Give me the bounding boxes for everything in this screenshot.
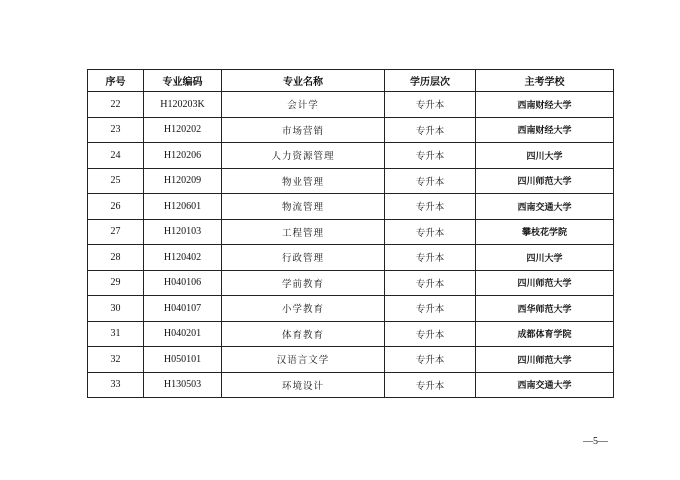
- cell-program-name: 会计学: [222, 92, 385, 118]
- cell-serial-number: 24: [88, 143, 144, 169]
- cell-program-code: H040107: [144, 296, 222, 322]
- cell-program-name: 环境设计: [222, 372, 385, 398]
- table-row: [88, 92, 614, 118]
- cell-examining-school: 四川大学: [476, 245, 614, 271]
- cell-serial-number: 26: [88, 194, 144, 220]
- cell-program-name: 汉语言文学: [222, 347, 385, 373]
- cell-program-code: H120402: [144, 245, 222, 271]
- cell-education-level: 专升本: [385, 194, 476, 220]
- cell-program-code: H120202: [144, 117, 222, 143]
- cell-examining-school: 西南交通大学: [476, 194, 614, 220]
- cell-examining-school: 四川师范大学: [476, 168, 614, 194]
- cell-program-name: 学前教育: [222, 270, 385, 296]
- cell-program-name: 物业管理: [222, 168, 385, 194]
- cell-program-code: H120206: [144, 143, 222, 169]
- table-row: [88, 219, 614, 245]
- cell-program-name: 小学教育: [222, 296, 385, 322]
- cell-education-level: 专升本: [385, 219, 476, 245]
- cell-education-level: 专升本: [385, 296, 476, 322]
- cell-examining-school: 西南财经大学: [476, 92, 614, 118]
- cell-examining-school: 四川师范大学: [476, 270, 614, 296]
- cell-program-name: 物流管理: [222, 194, 385, 220]
- cell-program-code: H120203K: [144, 92, 222, 118]
- cell-program-code: H130503: [144, 372, 222, 398]
- cell-examining-school: 四川师范大学: [476, 347, 614, 373]
- cell-program-name: 工程管理: [222, 219, 385, 245]
- cell-program-name: 人力资源管理: [222, 143, 385, 169]
- header-program-code: 专业编码: [144, 70, 222, 92]
- cell-education-level: 专升本: [385, 321, 476, 347]
- cell-serial-number: 27: [88, 219, 144, 245]
- cell-examining-school: 四川大学: [476, 143, 614, 169]
- cell-education-level: 专升本: [385, 143, 476, 169]
- cell-education-level: 专升本: [385, 245, 476, 271]
- cell-education-level: 专升本: [385, 92, 476, 118]
- table-header-row: [88, 70, 614, 92]
- cell-program-name: 市场营销: [222, 117, 385, 143]
- table-row: [88, 245, 614, 271]
- cell-examining-school: 成都体育学院: [476, 321, 614, 347]
- cell-serial-number: 31: [88, 321, 144, 347]
- cell-serial-number: 33: [88, 372, 144, 398]
- cell-program-code: H120209: [144, 168, 222, 194]
- cell-serial-number: 22: [88, 92, 144, 118]
- cell-education-level: 专升本: [385, 347, 476, 373]
- cell-program-code: H040106: [144, 270, 222, 296]
- header-education-level: 学历层次: [385, 70, 476, 92]
- cell-serial-number: 30: [88, 296, 144, 322]
- cell-education-level: 专升本: [385, 270, 476, 296]
- cell-program-code: H120103: [144, 219, 222, 245]
- table-row: [88, 194, 614, 220]
- table-row: [88, 321, 614, 347]
- page-number: —5—: [583, 436, 608, 447]
- cell-education-level: 专升本: [385, 117, 476, 143]
- cell-serial-number: 25: [88, 168, 144, 194]
- table-row: [88, 117, 614, 143]
- cell-examining-school: 西南财经大学: [476, 117, 614, 143]
- table-row: [88, 143, 614, 169]
- cell-examining-school: 西南交通大学: [476, 372, 614, 398]
- cell-serial-number: 28: [88, 245, 144, 271]
- cell-program-code: H120601: [144, 194, 222, 220]
- cell-education-level: 专升本: [385, 372, 476, 398]
- table-row: [88, 372, 614, 398]
- cell-serial-number: 23: [88, 117, 144, 143]
- header-examining-school: 主考学校: [476, 70, 614, 92]
- cell-program-code: H040201: [144, 321, 222, 347]
- cell-program-code: H050101: [144, 347, 222, 373]
- cell-examining-school: 西华师范大学: [476, 296, 614, 322]
- header-program-name: 专业名称: [222, 70, 385, 92]
- cell-program-name: 体育教育: [222, 321, 385, 347]
- cell-examining-school: 攀枝花学院: [476, 219, 614, 245]
- table-row: [88, 168, 614, 194]
- table-row: [88, 347, 614, 373]
- cell-program-name: 行政管理: [222, 245, 385, 271]
- table-row: [88, 296, 614, 322]
- cell-serial-number: 29: [88, 270, 144, 296]
- header-serial-number: 序号: [88, 70, 144, 92]
- program-table: [87, 69, 614, 398]
- cell-education-level: 专升本: [385, 168, 476, 194]
- table-row: [88, 270, 614, 296]
- program-table-container: [87, 69, 613, 398]
- cell-serial-number: 32: [88, 347, 144, 373]
